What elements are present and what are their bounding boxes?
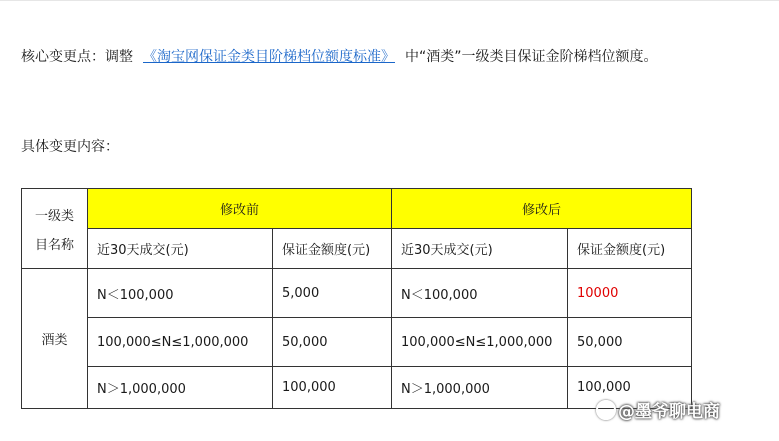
before-deposit-header: 保证金额度(元) [273,229,392,269]
after-deposit-cell: 50,000 [568,318,692,367]
table-subheader-row [22,229,692,269]
details-heading: 具体变更内容： [21,139,119,155]
after-sales-cell: 100,000≤N≤1,000,000 [392,318,568,367]
after-sales-cell: N＞1,000,000 [392,367,568,409]
watermark-logo-icon [596,400,616,420]
change-summary [21,46,658,66]
table-header-row [22,189,692,229]
table-row [22,318,692,367]
standard-link[interactable]: 《淘宝网保证金类目阶梯档位额度标准》 [143,49,395,65]
category-header-line1: 一级类 [34,208,74,224]
before-deposit-cell: 50,000 [273,318,392,367]
before-deposit-cell: 100,000 [273,367,392,409]
watermark-text: @墨爷聊电商 [618,402,720,422]
table-row [22,367,692,409]
watermark [596,397,720,422]
before-sales-cell: N＜100,000 [88,269,273,318]
before-header: 修改前 [88,189,392,229]
before-deposit-cell: 5,000 [273,269,392,318]
category-header-line2: 目名称 [34,237,74,253]
category-cell: 酒类 [22,269,88,409]
after-deposit-cell-changed: 10000 [568,269,692,318]
after-sales-header: 近30天成交(元) [392,229,568,269]
before-sales-header: 近30天成交(元) [88,229,273,269]
summary-suffix: 中“酒类”一级类目保证金阶梯档位额度。 [405,49,658,65]
before-sales-cell: 100,000≤N≤1,000,000 [88,318,273,367]
category-header [22,189,88,269]
deposit-table [21,188,692,409]
after-deposit-header: 保证金额度(元) [568,229,692,269]
table-row [22,269,692,318]
top-divider [0,0,779,1]
summary-prefix: 核心变更点：调整 [21,49,133,65]
after-sales-cell: N＜100,000 [392,269,568,318]
after-deposit-cell: 100,000 [568,367,692,409]
before-sales-cell: N＞1,000,000 [88,367,273,409]
after-header: 修改后 [392,189,692,229]
